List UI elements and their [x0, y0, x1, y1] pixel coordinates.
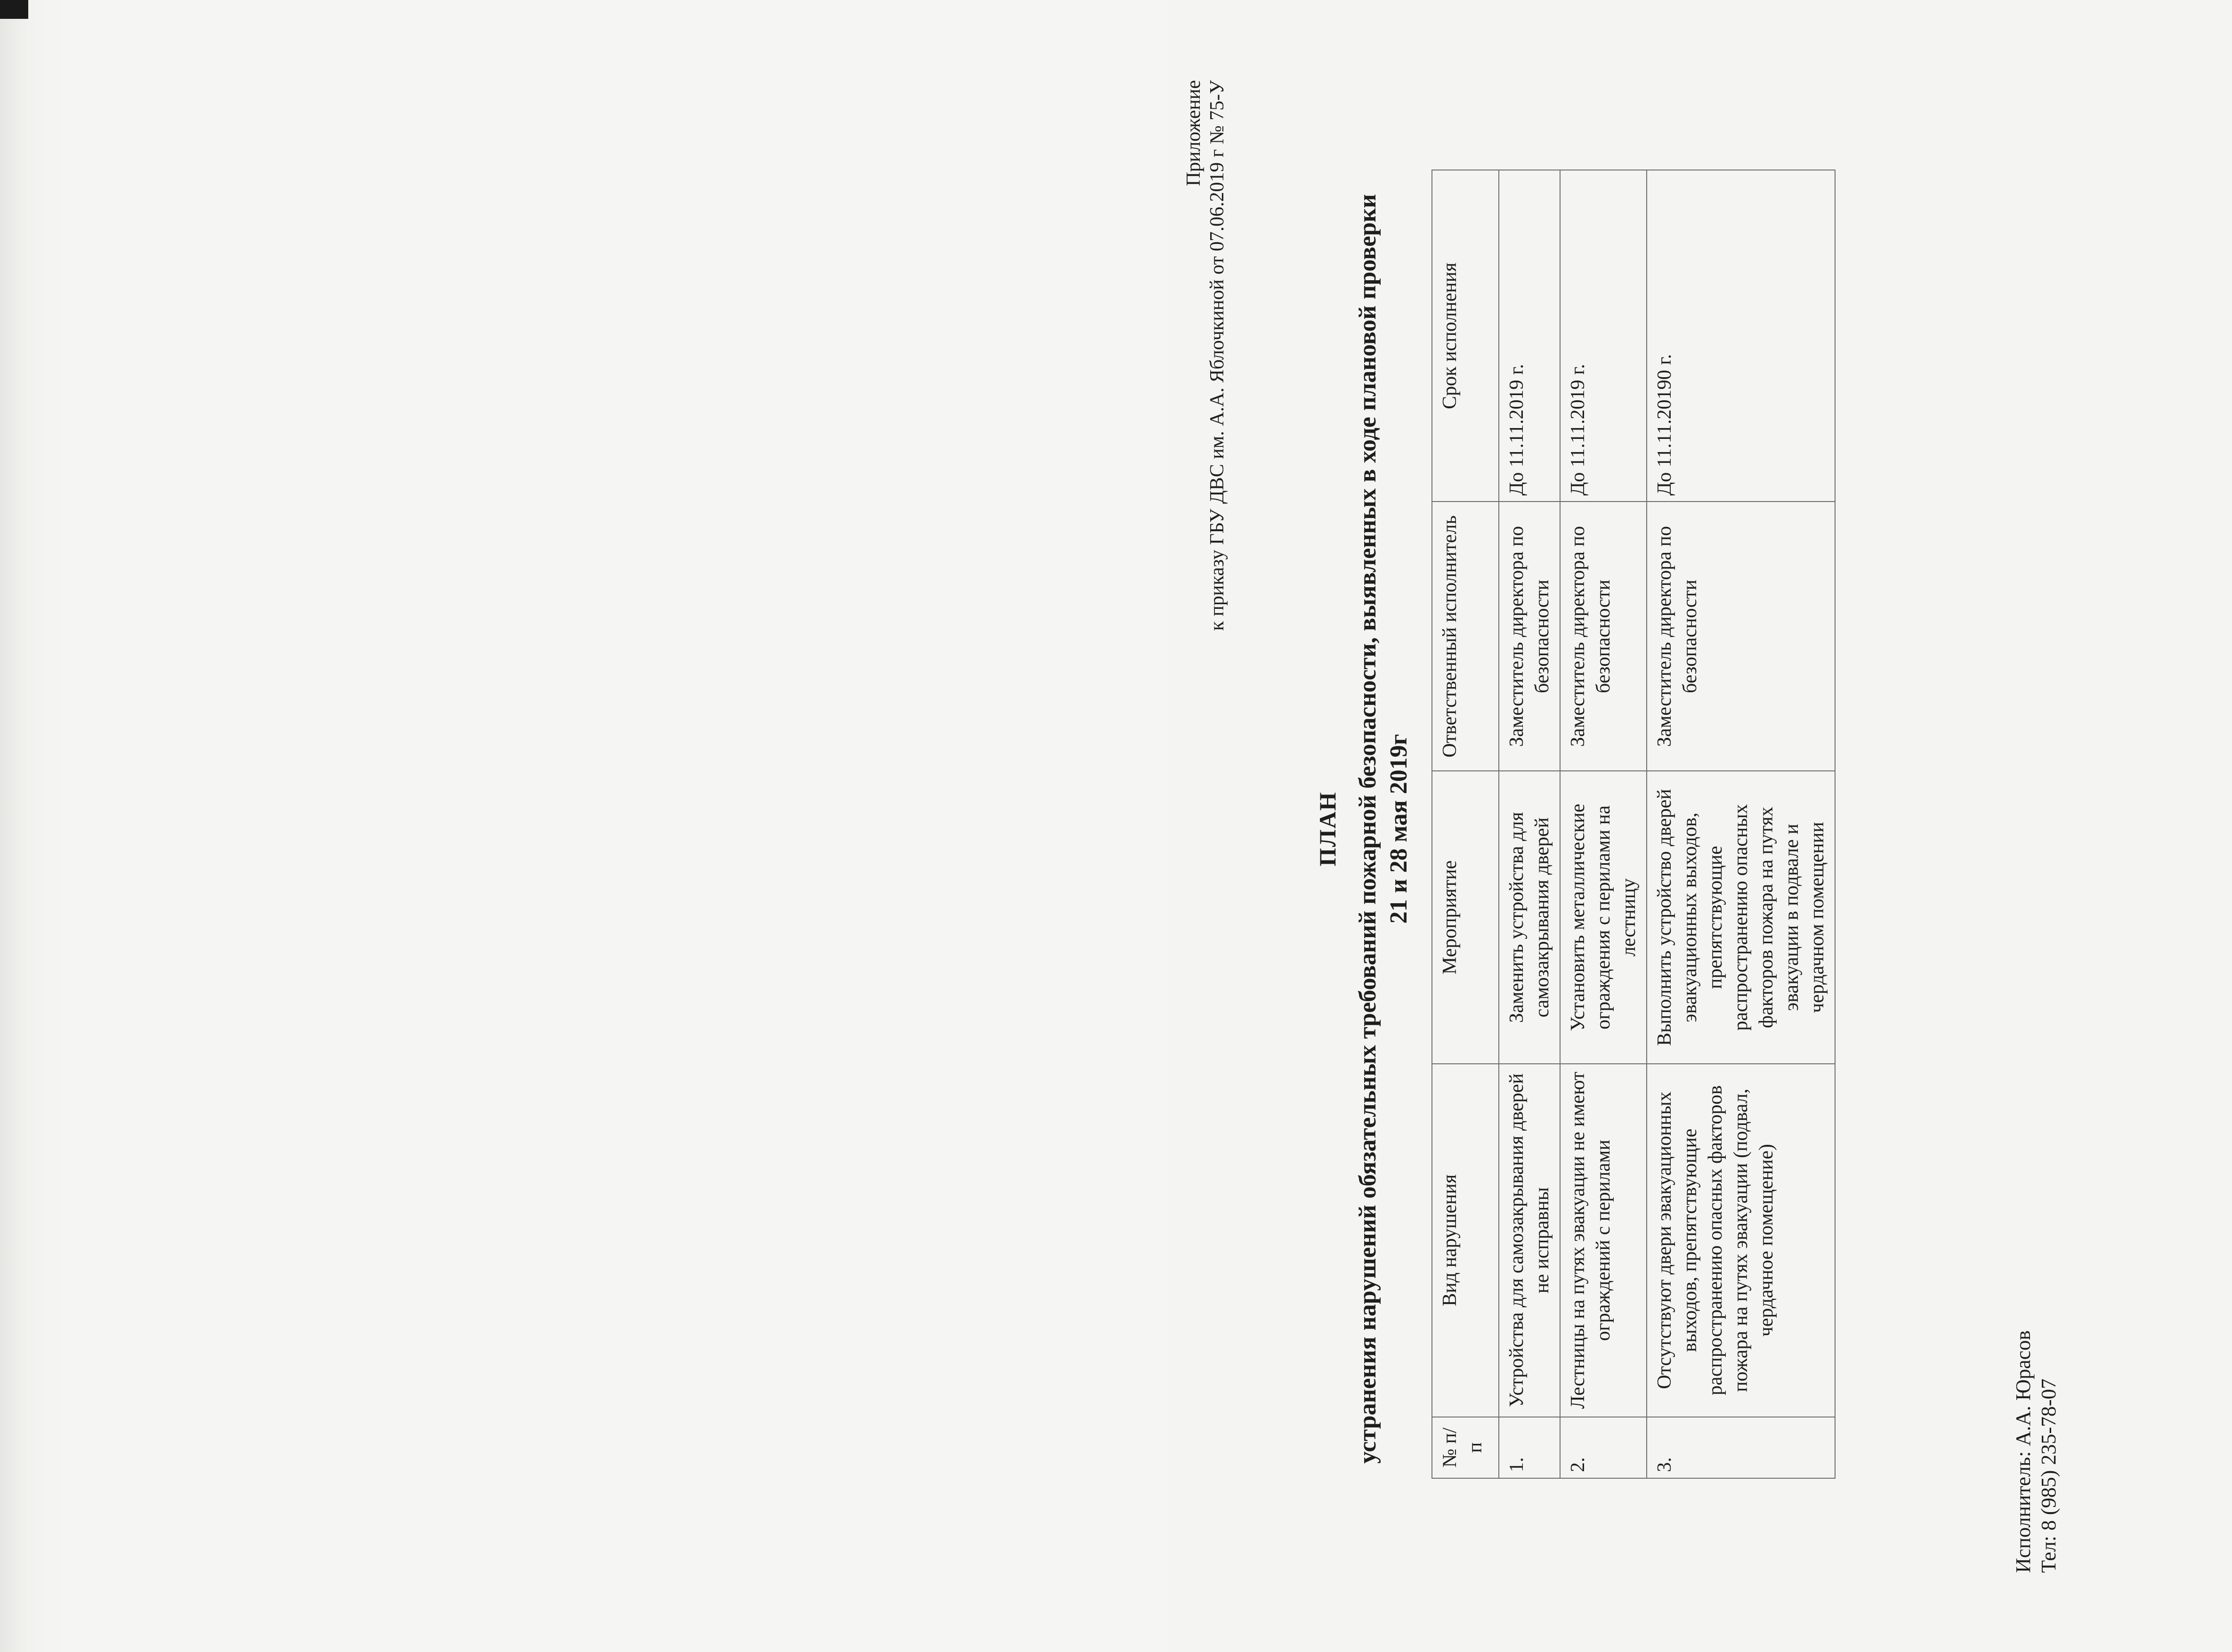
title-block	[1314, 24, 1415, 1634]
table-row	[1499, 170, 1560, 1478]
rotated-document-page	[1140, 24, 2232, 1634]
row-kind: Лестницы на путях эвакуации не имеют ограждений с перилами	[1560, 1064, 1647, 1417]
row-action: Выполнить устройство дверей эвакуационных выходов, препятствующие распространению опасных факторов пожара на путях эвакуации в подвале и чердачном помещении	[1647, 771, 1835, 1063]
row-deadline: До 11.11.2019 г.	[1499, 170, 1560, 502]
table-header-row	[1432, 170, 1499, 1478]
executor-phone: Тел: 8 (985) 235-78-07	[2037, 1378, 2060, 1573]
header-kind: Вид нарушения	[1432, 1064, 1499, 1417]
row-num: 1.	[1499, 1417, 1560, 1478]
executor-name: Исполнитель: А.А. Юрасов	[2012, 1330, 2035, 1573]
appendix-order-reference: к приказу ГБУ ДВС им. А.А. Яблочкиной от 07.06.2019 г № 75-У	[1206, 80, 1228, 631]
row-num: 3.	[1647, 1417, 1835, 1478]
row-kind: Устройства для самозакрывания дверей не исправны	[1499, 1064, 1560, 1417]
row-responsible: Заместитель директора по безопасности	[1560, 502, 1647, 771]
header-num: № п/п	[1432, 1417, 1499, 1478]
row-action: Установить металлические ограждения с перилами на лестницу	[1560, 771, 1647, 1063]
appendix-block	[1182, 80, 1229, 631]
row-responsible: Заместитель директора по безопасности	[1647, 502, 1835, 771]
table-row	[1647, 170, 1835, 1478]
executor-block	[2011, 1330, 2062, 1573]
violations-table	[1431, 170, 1836, 1479]
header-deadline: Срок исполнения	[1432, 170, 1499, 502]
row-action: Заменить устройства для самозакрывания дверей	[1499, 771, 1560, 1063]
plan-subtitle: устранения нарушений обязательных требований пожарной безопасности, выявленных в ходе плановой проверки 21 и 28 мая 2019г	[1354, 194, 1412, 1464]
row-num: 2.	[1560, 1417, 1647, 1478]
scan-corner-mark	[0, 0, 28, 19]
header-responsible: Ответственный исполнитель	[1432, 502, 1499, 771]
row-deadline: До 11.11.20190 г.	[1647, 170, 1835, 502]
row-kind: Отсутствуют двери эвакуационных выходов, препятствующие распространению опасных факторов пожара на путях эвакуации (подвал, чердачное помещение)	[1647, 1064, 1835, 1417]
row-responsible: Заместитель директора по безопасности	[1499, 502, 1560, 771]
header-action: Мероприятие	[1432, 771, 1499, 1063]
table-row	[1560, 170, 1647, 1478]
plan-heading: ПЛАН	[1314, 791, 1341, 866]
row-deadline: До 11.11.2019 г.	[1560, 170, 1647, 502]
appendix-label: Приложение	[1183, 80, 1205, 186]
